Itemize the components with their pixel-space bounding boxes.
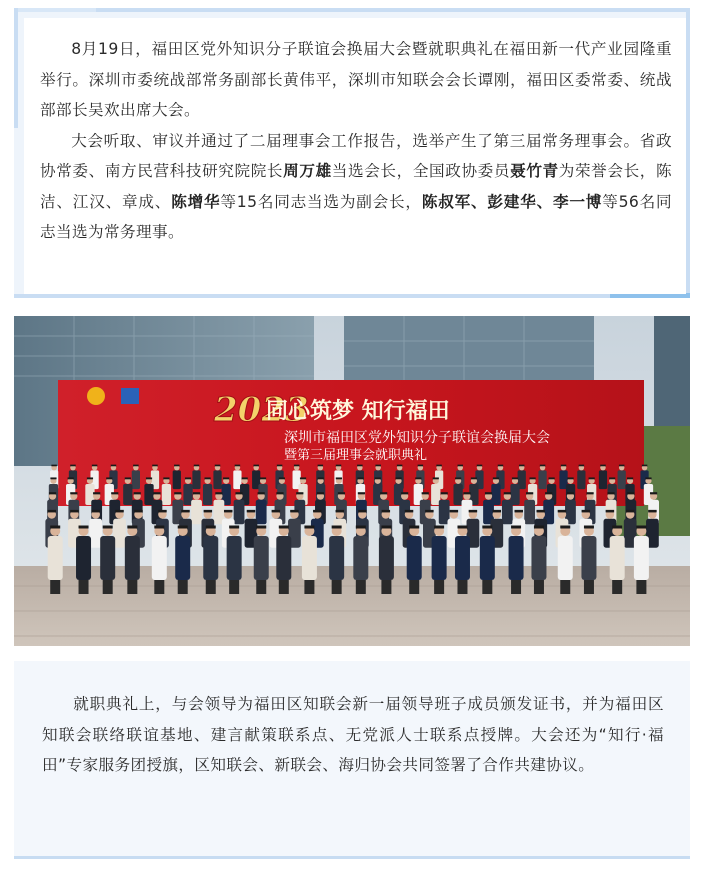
person-hair (304, 526, 314, 529)
person-hair (163, 477, 169, 479)
person-hair (174, 465, 180, 467)
person-hair (338, 492, 345, 494)
person-hair (204, 477, 210, 479)
person-body (538, 470, 546, 489)
person-hair (50, 477, 56, 479)
person-body (256, 500, 267, 524)
person-legs (332, 580, 342, 594)
person-hair (549, 477, 555, 479)
name-president: 周万雄 (283, 162, 332, 180)
person-body (618, 470, 626, 489)
person-hair (642, 465, 648, 467)
person-hair (415, 477, 421, 479)
person-hair (111, 465, 117, 467)
person-hair (134, 492, 141, 494)
text-span: 为荣誉会长，陈洁、江汉、章成、 (40, 162, 673, 211)
person-hair (70, 510, 79, 513)
person-legs (154, 580, 164, 594)
person-body (276, 536, 291, 580)
person-legs (356, 580, 366, 594)
person-body (125, 536, 140, 580)
card-frame-right (686, 8, 690, 298)
person-hair (215, 465, 221, 467)
person-hair (115, 510, 124, 513)
person-body (379, 536, 394, 580)
person-hair (545, 492, 552, 494)
person-hair (609, 477, 615, 479)
person-legs (636, 580, 646, 594)
logo-2 (121, 388, 139, 404)
person-hair (436, 465, 442, 467)
person-hair (357, 477, 363, 479)
person-hair (534, 526, 544, 529)
person-legs (482, 580, 492, 594)
person-hair (567, 477, 573, 479)
person-hair (418, 465, 424, 467)
person-hair (382, 510, 391, 513)
person-hair (567, 492, 574, 494)
person-hair (206, 526, 216, 529)
person-body (175, 536, 190, 580)
person-hair (49, 492, 56, 494)
person-legs (178, 580, 188, 594)
person-legs (381, 580, 391, 594)
person-body (407, 536, 422, 580)
person-hair (511, 526, 521, 529)
name-vice-president: 陈增华 (171, 192, 221, 211)
person-legs (434, 580, 444, 594)
person-body (213, 470, 221, 489)
person-hair (650, 492, 657, 494)
person-hair (477, 465, 483, 467)
person-hair (133, 465, 139, 467)
person-hair (526, 492, 533, 494)
person-hair (152, 465, 158, 467)
person-body (191, 500, 202, 524)
person-hair (357, 465, 363, 467)
text-span: 等15名同志当选为副会长， (220, 192, 422, 211)
person-hair (294, 465, 300, 467)
person-body (132, 470, 140, 489)
person-hair (276, 492, 283, 494)
person-legs (206, 580, 216, 594)
person-hair (434, 526, 444, 529)
person-hair (627, 492, 634, 494)
banner-slogan: 同心筑梦 知行福田 (266, 399, 450, 424)
names-directors: 陈叔军、彭建华、李一博 (421, 192, 603, 211)
person-hair (648, 510, 657, 513)
person-hair (579, 465, 585, 467)
banner-line-1: 深圳市福田区党外知识分子联谊会换届大会 (284, 430, 550, 446)
ceremony-card (14, 661, 690, 857)
person-hair (381, 526, 391, 529)
person-body (581, 536, 596, 580)
person-legs (229, 580, 239, 594)
person-legs (534, 580, 544, 594)
person-hair (519, 465, 525, 467)
person-hair (242, 477, 248, 479)
person-body (610, 536, 625, 580)
person-hair (375, 465, 381, 467)
person-hair (125, 477, 131, 479)
person-hair (358, 492, 365, 494)
person-hair (356, 526, 366, 529)
person-hair (409, 526, 419, 529)
person-body (302, 536, 317, 580)
person-hair (215, 492, 222, 494)
person-legs (50, 580, 60, 594)
text-span: 当选会长，全国政协委员 (331, 162, 511, 180)
person-body (203, 536, 218, 580)
person-hair (537, 510, 546, 513)
card-frame-corner (14, 8, 96, 12)
person-body (577, 470, 585, 489)
person-hair (194, 465, 200, 467)
person-hair (455, 477, 461, 479)
person-body (558, 536, 573, 580)
person-hair (401, 492, 408, 494)
person-hair (247, 510, 256, 513)
person-body (173, 470, 181, 489)
person-legs (127, 580, 137, 594)
person-body (502, 500, 513, 524)
person-hair (607, 492, 614, 494)
person-hair (256, 526, 266, 529)
person-hair (493, 477, 499, 479)
person-hair (380, 492, 387, 494)
person-hair (336, 465, 342, 467)
person-hair (70, 492, 77, 494)
person-hair (193, 492, 200, 494)
person-hair (612, 526, 622, 529)
person-hair (540, 465, 546, 467)
person-body (599, 470, 607, 489)
person-hair (586, 492, 593, 494)
name-honorary-president: 聂竹青 (510, 162, 559, 180)
person-legs (511, 580, 521, 594)
person-hair (79, 526, 89, 529)
person-hair (223, 477, 229, 479)
person-hair (279, 526, 289, 529)
person-hair (589, 477, 595, 479)
person-hair (290, 510, 299, 513)
person-body (123, 484, 132, 505)
person-hair (358, 510, 367, 513)
person-hair (471, 477, 477, 479)
person-hair (154, 526, 164, 529)
person-hair (626, 510, 635, 513)
person-hair (224, 510, 233, 513)
person-hair (51, 465, 57, 467)
banner-line-2: 暨第三届理事会就职典礼 (284, 448, 428, 463)
person-legs (103, 580, 113, 594)
person-hair (636, 526, 646, 529)
card-frame-left (14, 8, 18, 128)
person-hair (185, 477, 191, 479)
person-body (329, 536, 344, 580)
person-hair (493, 510, 502, 513)
person-hair (584, 526, 594, 529)
person-body (234, 500, 245, 524)
person-hair (91, 510, 100, 513)
person-hair (450, 510, 459, 513)
person-hair (181, 510, 190, 513)
person-legs (584, 580, 594, 594)
person-hair (561, 465, 567, 467)
person-hair (485, 492, 492, 494)
person-hair (158, 510, 167, 513)
person-hair (515, 510, 524, 513)
person-hair (277, 465, 283, 467)
person-hair (627, 477, 633, 479)
person-legs (304, 580, 314, 594)
person-hair (560, 526, 570, 529)
person-hair (395, 477, 401, 479)
person-body (524, 500, 535, 524)
person-hair (111, 492, 118, 494)
card-frame-bottom (14, 294, 690, 298)
person-body (100, 536, 115, 580)
person-legs (409, 580, 419, 594)
person-hair (318, 477, 324, 479)
person-hair (512, 477, 518, 479)
intro-card (14, 8, 690, 298)
person-hair (260, 477, 266, 479)
person-legs (457, 580, 467, 594)
person-hair (441, 492, 448, 494)
person-body (254, 536, 269, 580)
person-body (227, 536, 242, 580)
person-hair (645, 477, 651, 479)
text-span: 等56名同志当选为常务理事。 (40, 192, 673, 241)
person-hair (405, 510, 414, 513)
person-hair (425, 510, 434, 513)
person-body (634, 536, 649, 580)
person-hair (70, 465, 76, 467)
card-bottom-line (14, 856, 690, 859)
person-hair (582, 510, 591, 513)
text-span: 大会听取、审议并通过了二届理事会工作报告，选举产生了第三届常务理事会。省政协常委、南方民营科技研究院院长 (40, 131, 672, 180)
person-hair (92, 465, 98, 467)
person-hair (433, 477, 439, 479)
person-hair (272, 510, 281, 513)
person-body (48, 536, 63, 580)
person-legs (79, 580, 89, 594)
ceremony-text (42, 689, 664, 781)
person-body (531, 536, 546, 580)
person-body (162, 484, 171, 505)
paragraph-1: 8月19日，福田区党外知识分子联谊会换届大会暨就职典礼在福田新一代产业园隆重举行。深圳市委统战部常务副部长黄伟平，深圳市知联会会长谭刚，福田区委常委、统战部部长吴欢出席大会。 (40, 40, 672, 119)
person-body (432, 536, 447, 580)
person-hair (313, 510, 322, 513)
person-hair (68, 477, 74, 479)
person-hair (235, 465, 241, 467)
person-hair (457, 526, 467, 529)
group-photo (14, 316, 690, 646)
logo-1 (87, 387, 105, 405)
person-hair (482, 526, 492, 529)
person-hair (375, 477, 381, 479)
person-hair (178, 526, 188, 529)
person-hair (204, 510, 213, 513)
person-body (353, 536, 368, 580)
person-hair (558, 510, 567, 513)
person-hair (469, 510, 478, 513)
person-body (76, 536, 91, 580)
person-body (89, 519, 102, 548)
person-hair (498, 465, 504, 467)
person-hair (279, 477, 285, 479)
person-hair (153, 492, 160, 494)
person-hair (300, 477, 306, 479)
person-hair (93, 492, 100, 494)
person-hair (174, 492, 181, 494)
person-hair (127, 526, 137, 529)
person-hair (106, 477, 112, 479)
person-hair (50, 526, 60, 529)
person-hair (253, 465, 259, 467)
person-body (509, 536, 524, 580)
person-hair (103, 526, 113, 529)
person-hair (146, 477, 152, 479)
person-hair (317, 492, 324, 494)
person-hair (235, 492, 242, 494)
card-frame-top (96, 8, 690, 12)
person-hair (422, 492, 429, 494)
person-hair (336, 477, 342, 479)
person-hair (258, 492, 265, 494)
person-hair (457, 465, 463, 467)
paragraph-2 (40, 126, 672, 248)
person-hair (619, 465, 625, 467)
person-hair (87, 477, 93, 479)
person-hair (332, 526, 342, 529)
person-hair (600, 465, 606, 467)
intro-text (40, 34, 672, 248)
person-legs (560, 580, 570, 594)
person-body (152, 536, 167, 580)
person-hair (229, 526, 239, 529)
person-legs (256, 580, 266, 594)
banner-year: 2023 (214, 390, 309, 430)
person-hair (318, 465, 324, 467)
person-legs (612, 580, 622, 594)
person-hair (529, 477, 535, 479)
person-hair (504, 492, 511, 494)
person-body (203, 484, 212, 505)
paragraph-3: 就职典礼上，与会领导为福田区知联会新一届领导班子成员颁发证书，并为福田区知联会联络联谊基地、建言献策联系点、无党派人士联系点授牌。大会还为“知行·福田”专家服务团授旗，区知联会、新联会、海归协会共同签署了合作共建协议。 (42, 695, 664, 774)
person-body (455, 536, 470, 580)
person-body (480, 536, 495, 580)
person-hair (48, 510, 57, 513)
person-hair (134, 510, 143, 513)
person-hair (397, 465, 403, 467)
person-hair (463, 492, 470, 494)
person-hair (606, 510, 615, 513)
person-hair (336, 510, 345, 513)
person-legs (279, 580, 289, 594)
person-body (192, 470, 200, 489)
person-hair (296, 492, 303, 494)
person-body (453, 484, 462, 505)
